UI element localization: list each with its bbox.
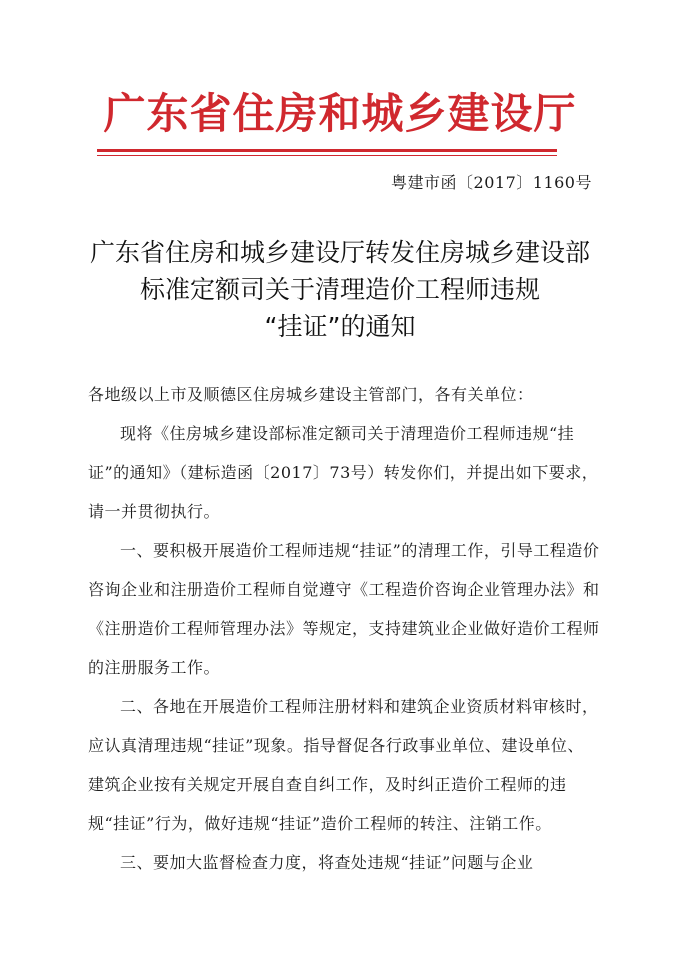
letterhead-title: 广东省住房和城乡建设厅 bbox=[103, 89, 577, 138]
title-line-1: 广东省住房和城乡建设厅转发住房城乡建设部 bbox=[89, 238, 590, 267]
document-title bbox=[60, 234, 620, 345]
body-paragraph-3: 二、各地在开展造价工程师注册材料和建筑企业资质材料审核时，应认真清理违规“挂证”现象。指导督促各行政事业单位、建设单位、建筑企业按有关规定开展自查自纠工作，及时纠正造价工程师的违规“挂证”行为，做好违规“挂证”造价工程师的转注、注销工作。 bbox=[88, 697, 599, 833]
body-paragraph-2: 一、要积极开展造价工程师违规“挂证”的清理工作，引导工程造价咨询企业和注册造价工程师自觉遵守《工程造价咨询企业管理办法》和《注册造价工程师管理办法》等规定，支持建筑业企业做好造价工程师的注册服务工作。 bbox=[88, 541, 600, 677]
letterhead-rule-thin bbox=[97, 155, 557, 156]
document-number: 粤建市函〔2017〕1160号 bbox=[391, 173, 592, 192]
title-line-2: 标准定额司关于清理造价工程师违规 bbox=[139, 275, 540, 304]
salutation: 各地级以上市及顺德区住房城乡建设主管部门，各有关单位： bbox=[88, 385, 534, 404]
document-body bbox=[88, 375, 600, 882]
letterhead-rule-thick bbox=[97, 149, 557, 152]
body-paragraph-4: 三、要加大监督检查力度，将查处违规“挂证”问题与企业 bbox=[120, 853, 534, 872]
body-paragraph-1: 现将《住房城乡建设部标准定额司关于清理造价工程师违规“挂证”的通知》（建标造函〔2017〕73号）转发你们，并提出如下要求，请一并贯彻执行。 bbox=[88, 424, 599, 521]
title-line-3: “挂证”的通知 bbox=[264, 312, 416, 341]
